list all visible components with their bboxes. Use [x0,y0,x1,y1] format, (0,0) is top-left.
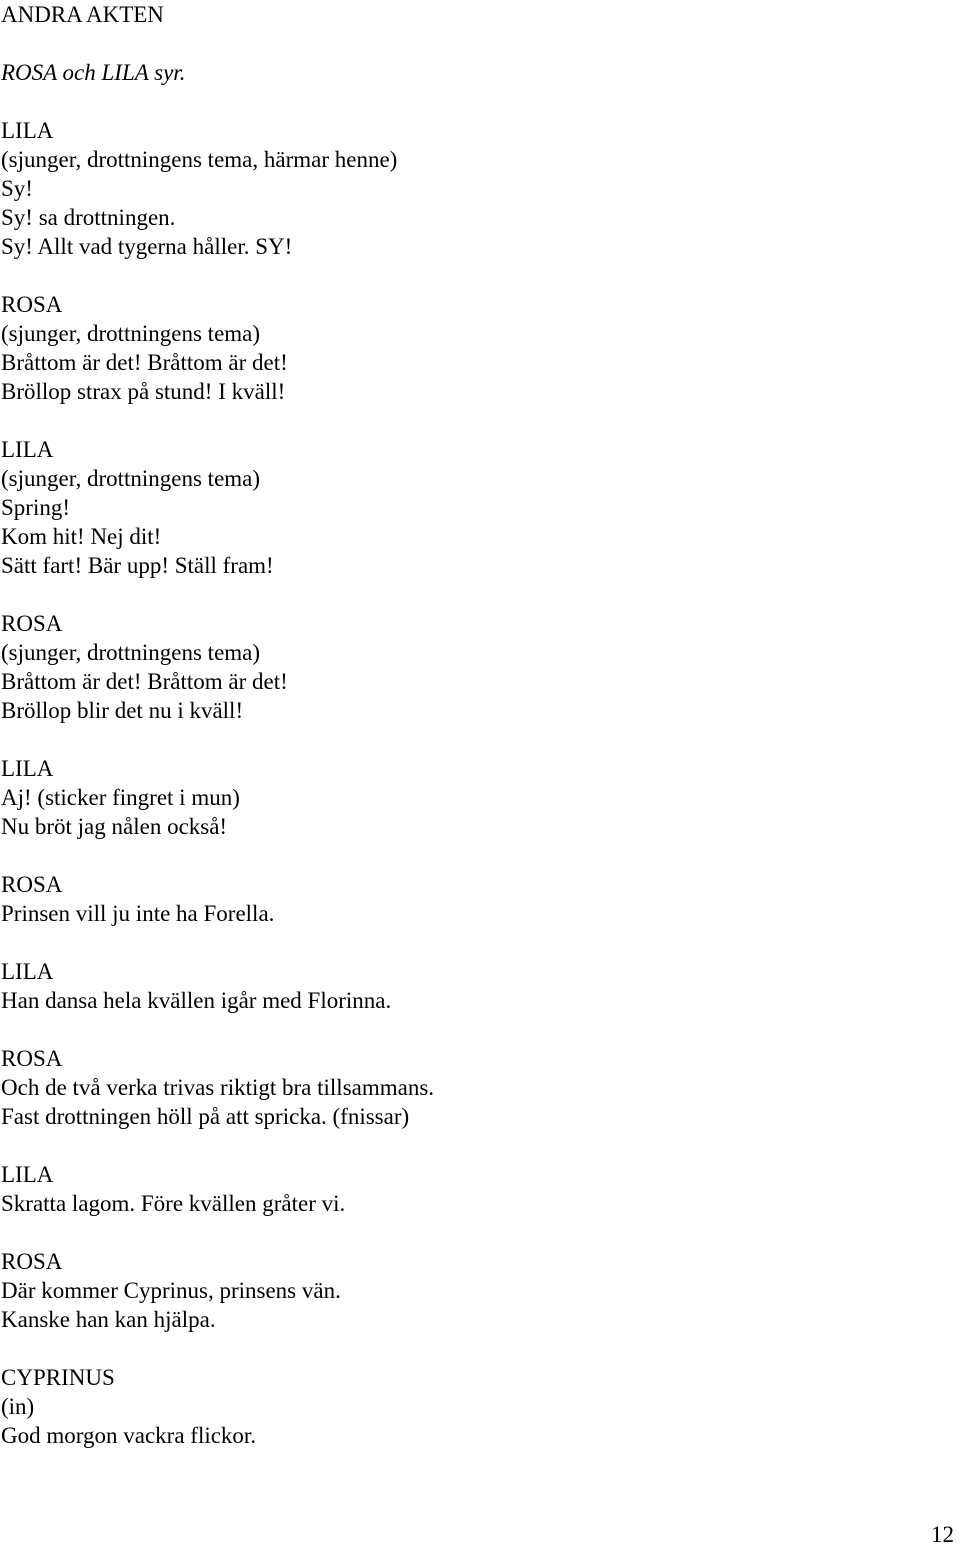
dialogue-block [1,870,941,928]
dialogue-block [1,1160,941,1218]
dialogue-line: Sätt fart! Bär upp! Ställ fram! [1,553,274,578]
dialogue-line: Kanske han kan hjälpa. [1,1307,216,1332]
dialogue-line: (in) [1,1394,35,1419]
dialogue-line: Där kommer Cyprinus, prinsens vän. [1,1278,341,1303]
dialogue-line: Skratta lagom. Före kvällen gråter vi. [1,1191,346,1216]
dialogue-line: Spring! [1,495,70,520]
speaker-name: ROSA [1,611,63,636]
speaker-name: LILA [1,756,54,781]
dialogue-line: Bråttom är det! Bråttom är det! [1,669,288,694]
speaker-name: LILA [1,959,54,984]
page-number: 12 [931,1522,954,1547]
stage-direction: ROSA och LILA syr. [1,60,186,85]
speaker-name: ROSA [1,1249,63,1274]
act-title: ANDRA AKTEN [1,2,164,27]
dialogue-block [1,1363,941,1450]
dialogue-block [1,957,941,1015]
dialogue-block [1,290,941,406]
dialogue-block [1,754,941,841]
dialogue-line: Bröllop strax på stund! I kväll! [1,379,286,404]
dialogue-line: (sjunger, drottningens tema, härmar henne) [1,147,398,172]
dialogue-line: Kom hit! Nej dit! [1,524,162,549]
dialogue-block [1,609,941,725]
speaker-name: CYPRINUS [1,1365,115,1390]
dialogue-line: Sy! sa drottningen. [1,205,176,230]
script-page [1,0,941,1450]
speaker-name: ROSA [1,872,63,897]
dialogue-line: (sjunger, drottningens tema) [1,321,261,346]
dialogue-line: Sy! Allt vad tygerna håller. SY! [1,234,293,259]
dialogue-line: (sjunger, drottningens tema) [1,640,261,665]
dialogue-line: Nu bröt jag nålen också! [1,814,228,839]
speaker-name: ROSA [1,1046,63,1071]
dialogue-line: Och de två verka trivas riktigt bra tillsammans. [1,1075,435,1100]
dialogue-line: Han dansa hela kvällen igår med Florinna. [1,988,392,1013]
dialogue-line: Prinsen vill ju inte ha Forella. [1,901,275,926]
dialogue-line: God morgon vackra flickor. [1,1423,257,1448]
dialogue-block [1,116,941,261]
dialogue-line: Sy! [1,176,33,201]
dialogue-line: Bröllop blir det nu i kväll! [1,698,244,723]
dialogue-line: (sjunger, drottningens tema) [1,466,261,491]
speaker-name: ROSA [1,292,63,317]
dialogue-line: Aj! (sticker fingret i mun) [1,785,240,810]
dialogue-block [1,1247,941,1334]
dialogue-line: Fast drottningen höll på att spricka. (fnissar) [1,1104,410,1129]
dialogue-block [1,1044,941,1131]
dialogue-block [1,435,941,580]
speaker-name: LILA [1,1162,54,1187]
dialogue-line: Bråttom är det! Bråttom är det! [1,350,288,375]
speaker-name: LILA [1,437,54,462]
speaker-name: LILA [1,118,54,143]
